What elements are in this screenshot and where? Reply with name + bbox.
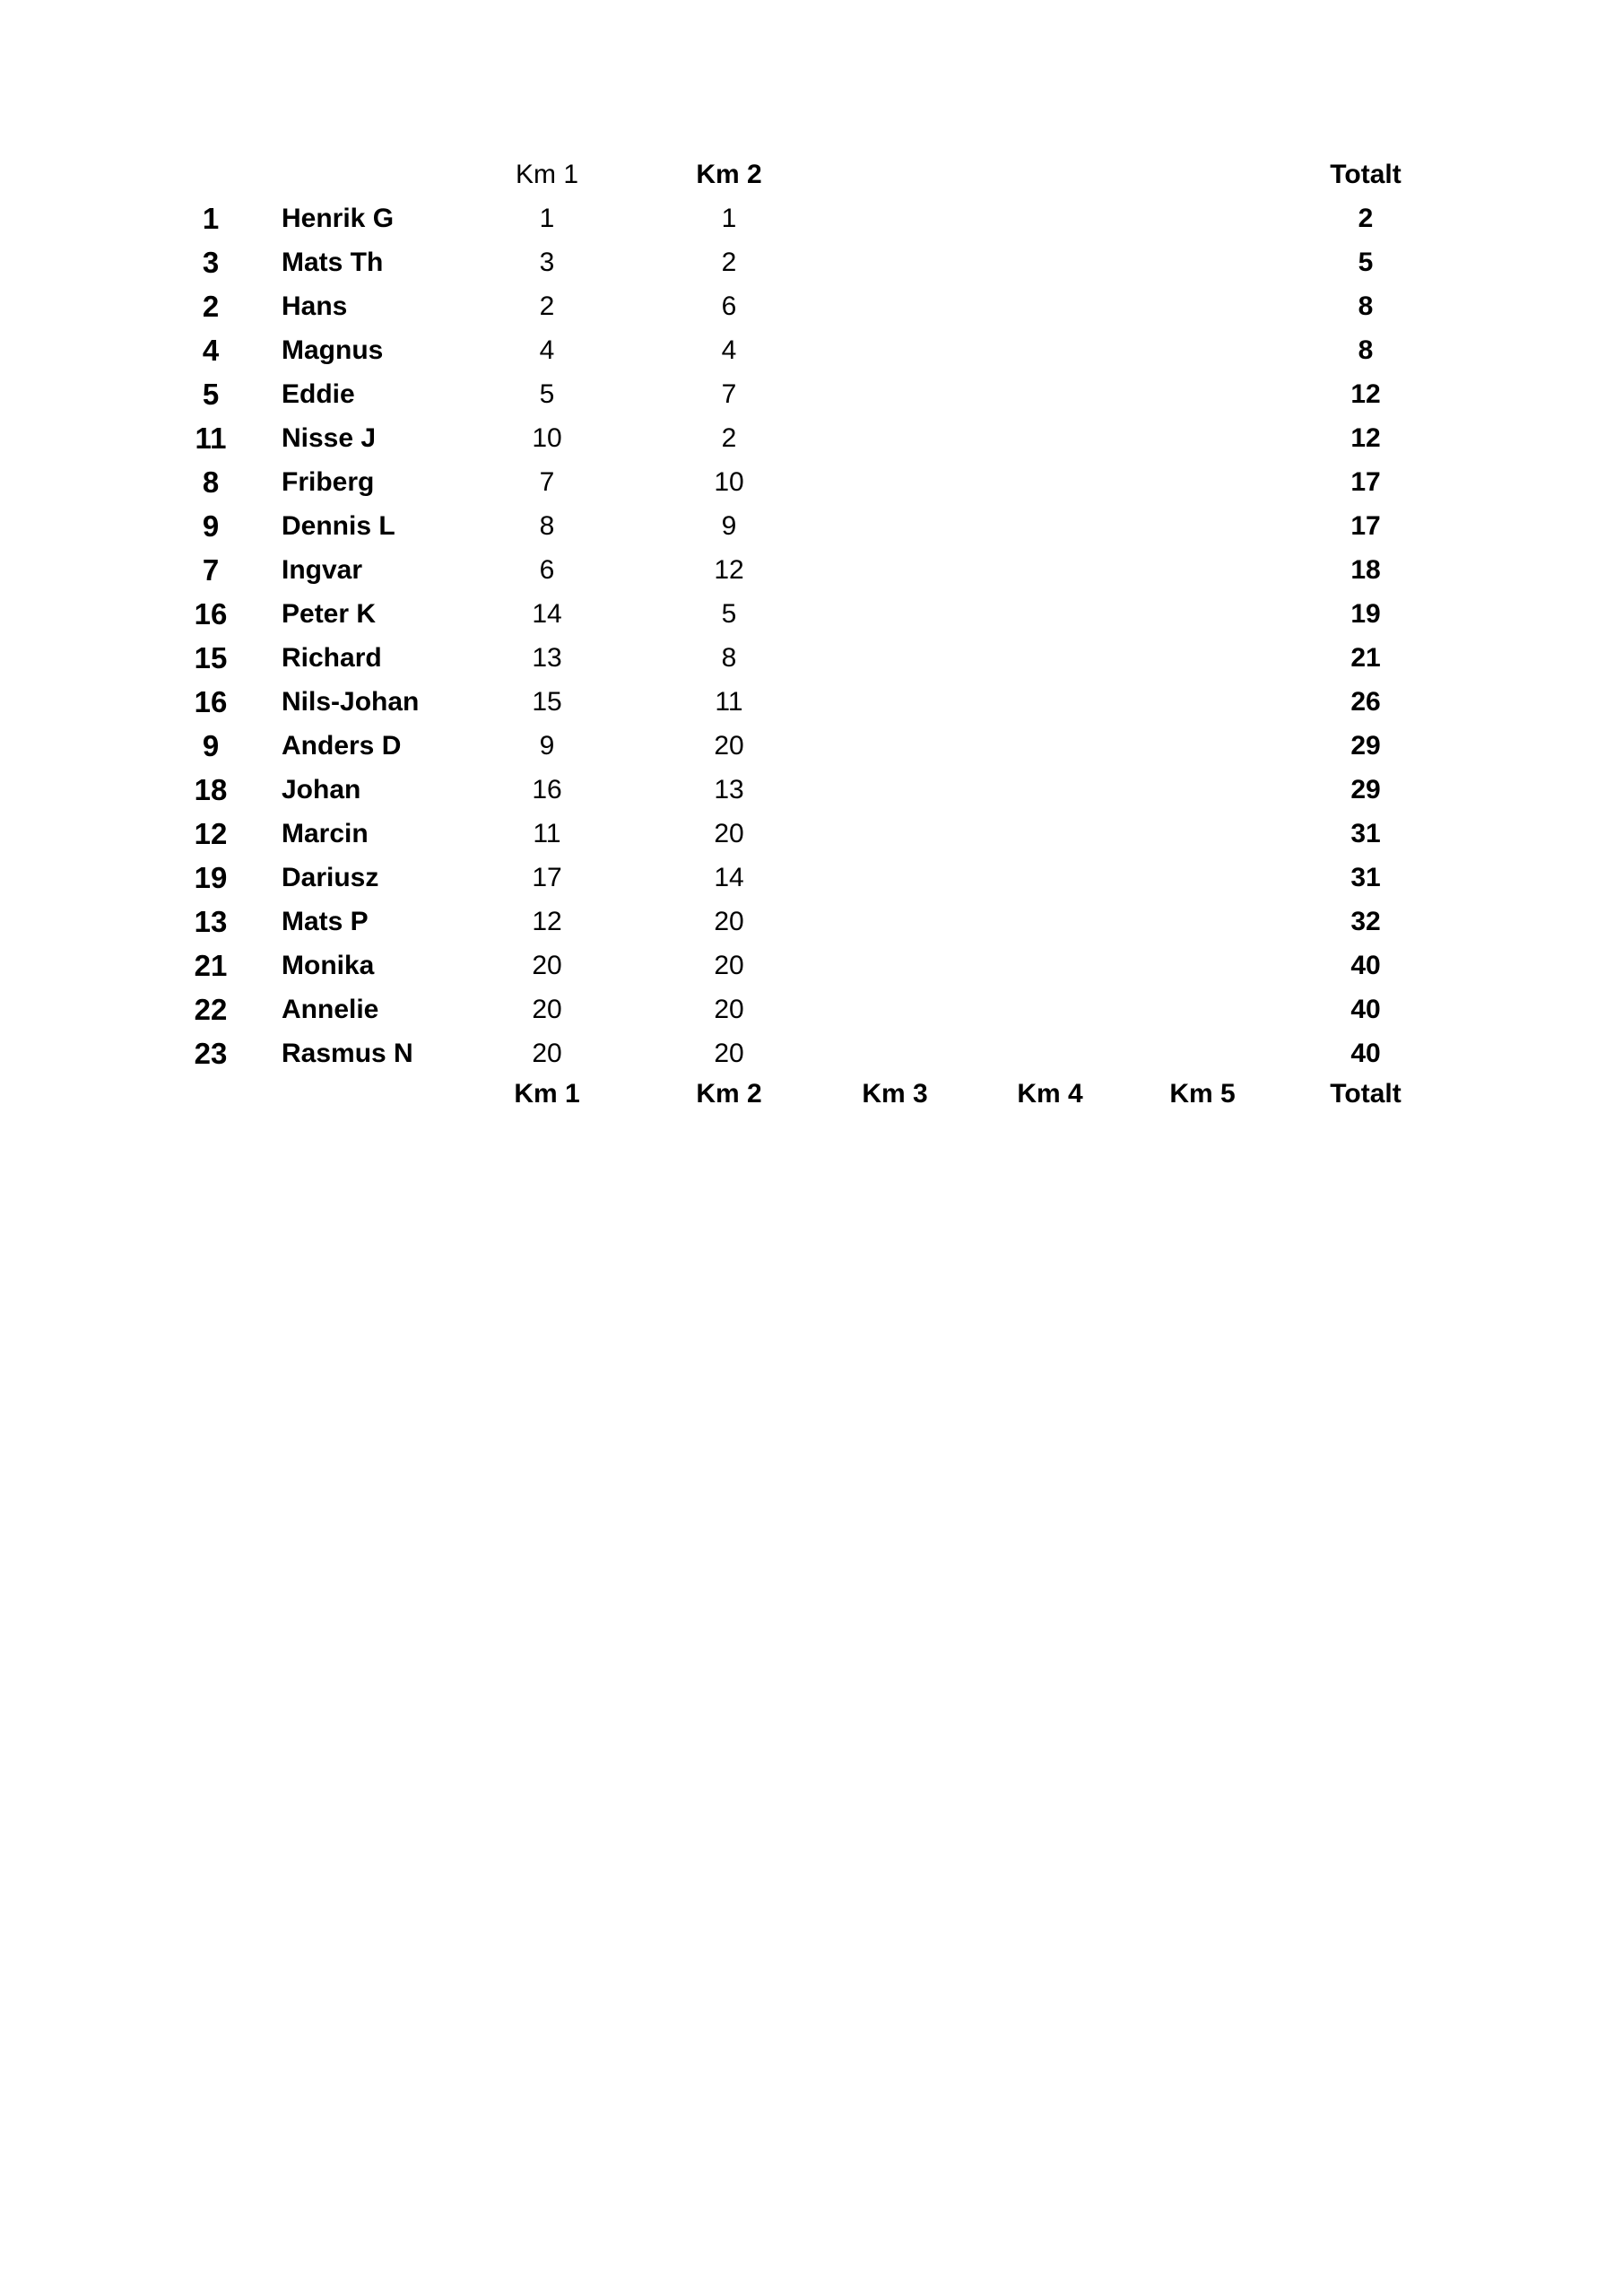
total-cell: 29 bbox=[1350, 775, 1381, 804]
total-cell: 8 bbox=[1358, 335, 1374, 365]
name-cell: Eddie bbox=[282, 379, 355, 409]
rank-cell: 18 bbox=[194, 773, 228, 806]
km2-cell: 20 bbox=[714, 951, 744, 980]
table-row bbox=[0, 196, 1623, 240]
rank-cell: 9 bbox=[202, 509, 220, 543]
km2-cell: 9 bbox=[721, 511, 737, 541]
km1-cell: 5 bbox=[539, 379, 555, 409]
km2-cell: 5 bbox=[721, 599, 737, 629]
total-cell: 18 bbox=[1350, 555, 1381, 585]
table-row bbox=[0, 504, 1623, 548]
km1-cell: 15 bbox=[532, 687, 562, 717]
rank-cell: 15 bbox=[194, 641, 228, 674]
total-cell: 40 bbox=[1350, 1039, 1381, 1068]
km2-cell: 20 bbox=[714, 1039, 744, 1068]
km1-cell: 16 bbox=[532, 775, 562, 804]
header-total: Totalt bbox=[1330, 160, 1402, 189]
name-cell: Dariusz bbox=[282, 863, 379, 892]
total-cell: 17 bbox=[1350, 467, 1381, 497]
name-cell: Annelie bbox=[282, 995, 379, 1024]
km2-cell: 7 bbox=[721, 379, 737, 409]
name-cell: Henrik G bbox=[282, 204, 395, 233]
table-row bbox=[0, 416, 1623, 460]
km1-cell: 20 bbox=[532, 1039, 562, 1068]
km2-cell: 10 bbox=[714, 467, 744, 497]
table-row bbox=[0, 240, 1623, 284]
km2-cell: 20 bbox=[714, 819, 744, 848]
km1-cell: 12 bbox=[532, 907, 562, 936]
km1-cell: 2 bbox=[539, 291, 555, 321]
table-row bbox=[0, 1031, 1623, 1075]
footer-km3: Km 3 bbox=[862, 1079, 928, 1109]
table-row bbox=[0, 987, 1623, 1031]
total-cell: 21 bbox=[1350, 643, 1381, 673]
total-cell: 8 bbox=[1358, 291, 1374, 321]
rank-cell: 16 bbox=[194, 685, 228, 718]
table-row bbox=[0, 636, 1623, 680]
total-cell: 40 bbox=[1350, 951, 1381, 980]
km1-cell: 7 bbox=[539, 467, 555, 497]
rank-cell: 19 bbox=[194, 861, 228, 894]
total-cell: 2 bbox=[1358, 204, 1374, 233]
name-cell: Peter K bbox=[282, 599, 377, 629]
name-cell: Mats P bbox=[282, 907, 369, 936]
name-cell: Dennis L bbox=[282, 511, 395, 541]
km1-cell: 4 bbox=[539, 335, 555, 365]
table-row bbox=[0, 812, 1623, 856]
table-row bbox=[0, 680, 1623, 724]
rank-cell: 7 bbox=[202, 553, 220, 587]
table-row bbox=[0, 900, 1623, 944]
table-row bbox=[0, 328, 1623, 372]
table-row bbox=[0, 856, 1623, 900]
km1-cell: 9 bbox=[539, 731, 555, 761]
km2-cell: 2 bbox=[721, 248, 737, 277]
km2-cell: 4 bbox=[721, 335, 737, 365]
rank-cell: 4 bbox=[202, 334, 220, 367]
footer-km5: Km 5 bbox=[1169, 1079, 1236, 1109]
table-row bbox=[0, 592, 1623, 636]
table-row bbox=[0, 724, 1623, 768]
km1-cell: 14 bbox=[532, 599, 562, 629]
total-cell: 5 bbox=[1358, 248, 1374, 277]
total-cell: 19 bbox=[1350, 599, 1381, 629]
table-row bbox=[0, 460, 1623, 504]
footer-km2: Km 2 bbox=[696, 1079, 762, 1109]
total-cell: 31 bbox=[1350, 819, 1381, 848]
header-row bbox=[0, 152, 1623, 196]
km2-cell: 12 bbox=[714, 555, 744, 585]
km2-cell: 20 bbox=[714, 731, 744, 761]
km1-cell: 17 bbox=[532, 863, 562, 892]
rank-cell: 22 bbox=[194, 993, 228, 1026]
rank-cell: 5 bbox=[202, 378, 220, 411]
footer-km4: Km 4 bbox=[1017, 1079, 1083, 1109]
total-cell: 26 bbox=[1350, 687, 1381, 717]
total-cell: 12 bbox=[1350, 423, 1381, 453]
total-cell: 40 bbox=[1350, 995, 1381, 1024]
name-cell: Nisse J bbox=[282, 423, 377, 453]
footer-row bbox=[0, 1072, 1623, 1116]
name-cell: Johan bbox=[282, 775, 361, 804]
footer-total: Totalt bbox=[1330, 1079, 1402, 1109]
name-cell: Mats Th bbox=[282, 248, 384, 277]
rank-cell: 23 bbox=[194, 1037, 228, 1070]
header-km2: Km 2 bbox=[696, 160, 762, 189]
total-cell: 29 bbox=[1350, 731, 1381, 761]
km1-cell: 1 bbox=[539, 204, 555, 233]
km2-cell: 20 bbox=[714, 907, 744, 936]
km2-cell: 11 bbox=[715, 687, 743, 717]
name-cell: Monika bbox=[282, 951, 375, 980]
name-cell: Magnus bbox=[282, 335, 384, 365]
rank-cell: 1 bbox=[202, 202, 220, 235]
rank-cell: 11 bbox=[195, 422, 227, 455]
rank-cell: 21 bbox=[194, 949, 228, 982]
total-cell: 32 bbox=[1350, 907, 1381, 936]
km1-cell: 11 bbox=[533, 819, 561, 848]
total-cell: 12 bbox=[1350, 379, 1381, 409]
km2-cell: 20 bbox=[714, 995, 744, 1024]
km1-cell: 8 bbox=[539, 511, 555, 541]
km2-cell: 2 bbox=[721, 423, 737, 453]
name-cell: Rasmus N bbox=[282, 1039, 413, 1068]
km1-cell: 3 bbox=[539, 248, 555, 277]
rank-cell: 2 bbox=[202, 290, 220, 323]
name-cell: Nils-Johan bbox=[282, 687, 420, 717]
name-cell: Richard bbox=[282, 643, 382, 673]
table-row bbox=[0, 944, 1623, 987]
rank-cell: 13 bbox=[194, 905, 228, 938]
rank-cell: 8 bbox=[202, 465, 220, 499]
total-cell: 31 bbox=[1350, 863, 1381, 892]
km2-cell: 6 bbox=[721, 291, 737, 321]
name-cell: Friberg bbox=[282, 467, 375, 497]
rank-cell: 12 bbox=[194, 817, 228, 850]
km1-cell: 20 bbox=[532, 951, 562, 980]
km2-cell: 13 bbox=[714, 775, 744, 804]
total-cell: 17 bbox=[1350, 511, 1381, 541]
rank-cell: 16 bbox=[194, 597, 228, 631]
table-row bbox=[0, 768, 1623, 812]
name-cell: Hans bbox=[282, 291, 348, 321]
name-cell: Anders D bbox=[282, 731, 402, 761]
km2-cell: 14 bbox=[714, 863, 744, 892]
header-km1: Km 1 bbox=[515, 160, 579, 189]
km2-cell: 8 bbox=[721, 643, 737, 673]
km2-cell: 1 bbox=[721, 204, 737, 233]
rank-cell: 3 bbox=[202, 246, 220, 279]
table-row bbox=[0, 372, 1623, 416]
km1-cell: 20 bbox=[532, 995, 562, 1024]
table-row bbox=[0, 548, 1623, 592]
table-row bbox=[0, 284, 1623, 328]
name-cell: Marcin bbox=[282, 819, 369, 848]
rank-cell: 9 bbox=[202, 729, 220, 762]
km1-cell: 6 bbox=[539, 555, 555, 585]
km1-cell: 10 bbox=[532, 423, 562, 453]
name-cell: Ingvar bbox=[282, 555, 363, 585]
km1-cell: 13 bbox=[532, 643, 562, 673]
footer-km1: Km 1 bbox=[514, 1079, 580, 1109]
